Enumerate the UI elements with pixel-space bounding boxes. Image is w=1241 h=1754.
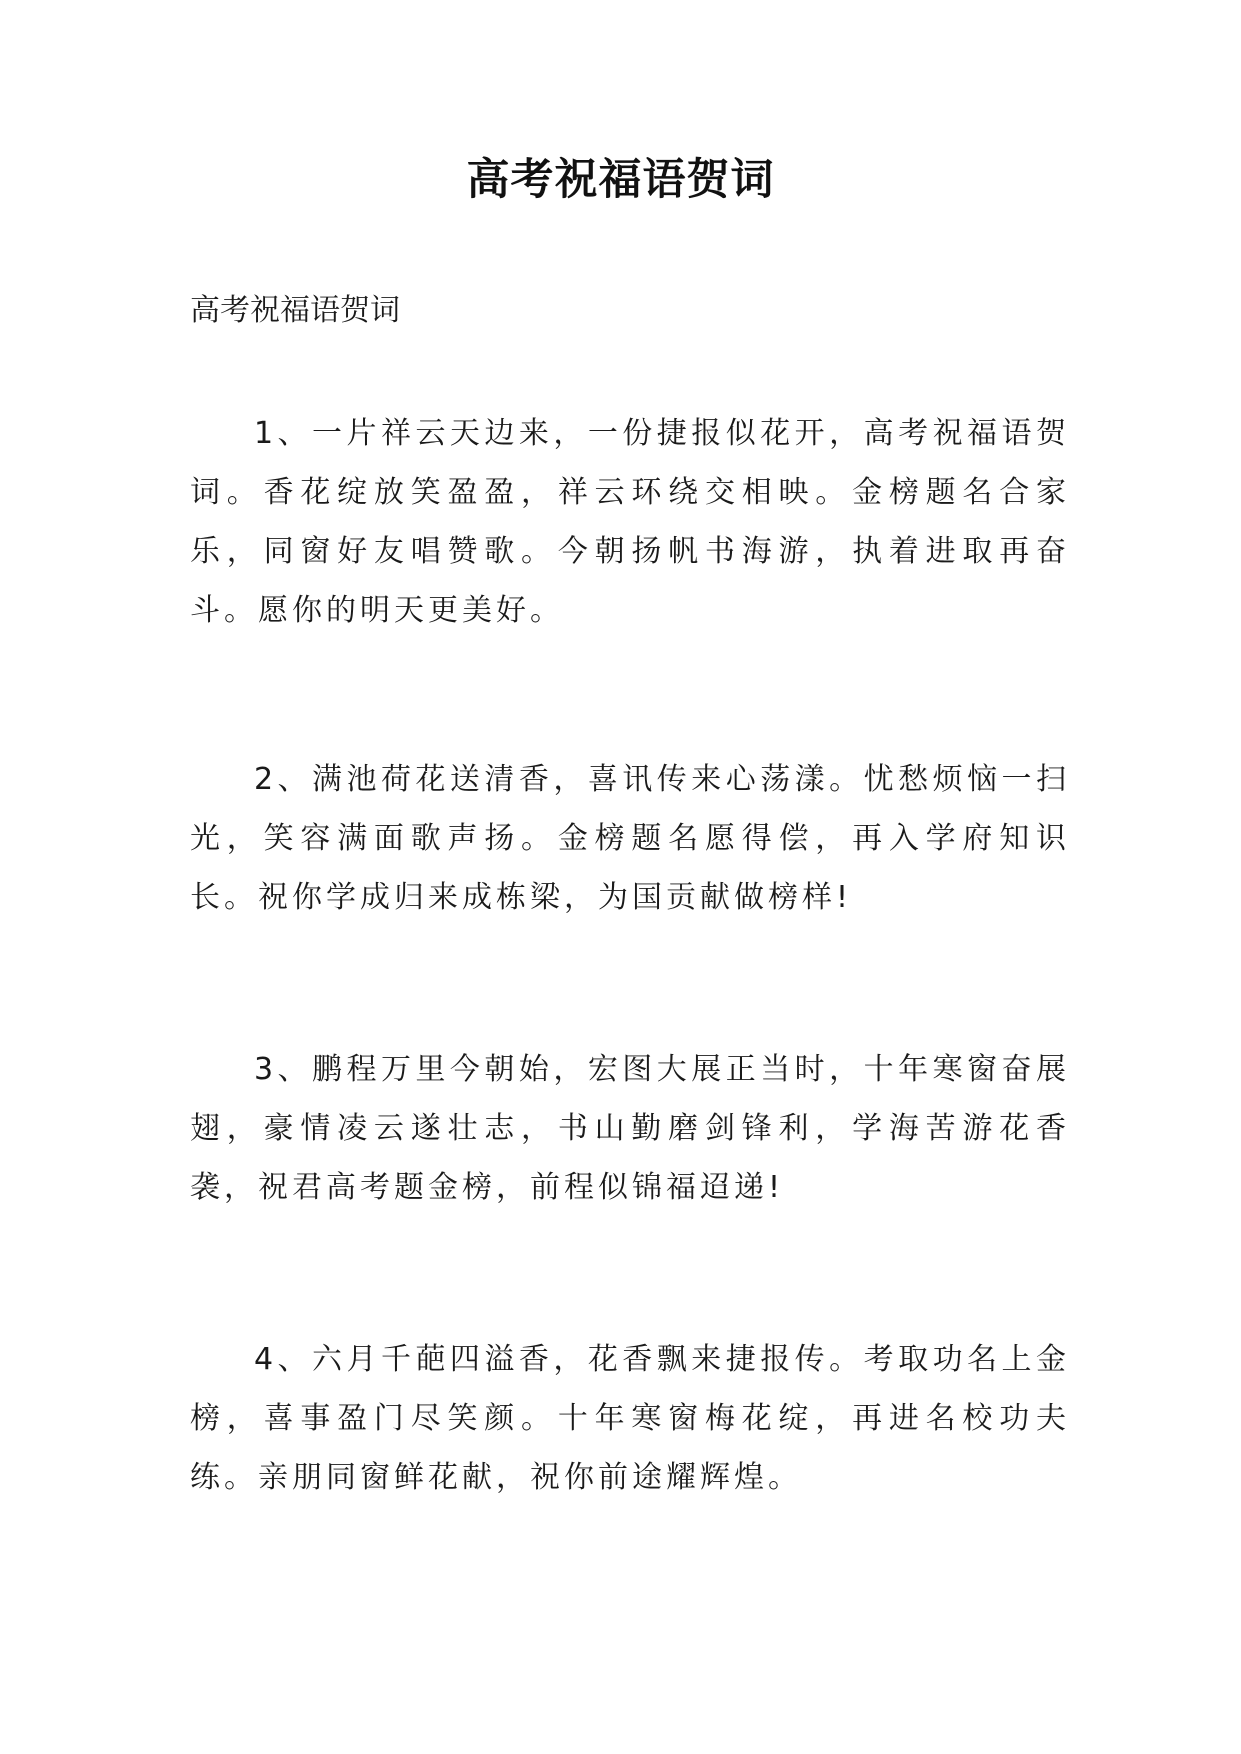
document-title: 高考祝福语贺词 bbox=[466, 155, 775, 205]
paragraph-3: 3、鹏程万里今朝始，宏图大展正当时，十年寒窗奋展翅，豪情凌云遂壮志，书山勤磨剑锋利，学海苦游花香袭，祝君高考题金榜，前程似锦福迢递! bbox=[190, 1052, 1070, 1205]
paragraph-4: 4、六月千葩四溢香，花香飘来捷报传。考取功名上金榜，喜事盈门尽笑颜。十年寒窗梅花绽，再进名校功夫练。亲朋同窗鲜花献，祝你前途耀辉煌。 bbox=[190, 1342, 1070, 1495]
document-subtitle: 高考祝福语贺词 bbox=[190, 293, 400, 328]
paragraph-2: 2、满池荷花送清香，喜讯传来心荡漾。忧愁烦恼一扫光，笑容满面歌声扬。金榜题名愿得偿，再入学府知识长。祝你学成归来成栋梁，为国贡献做榜样! bbox=[190, 762, 1070, 915]
paragraph-1: 1、一片祥云天边来，一份捷报似花开，高考祝福语贺词。香花绽放笑盈盈，祥云环绕交相映。金榜题名合家乐，同窗好友唱赞歌。今朝扬帆书海游，执着进取再奋斗。愿你的明天更美好。 bbox=[190, 416, 1070, 628]
